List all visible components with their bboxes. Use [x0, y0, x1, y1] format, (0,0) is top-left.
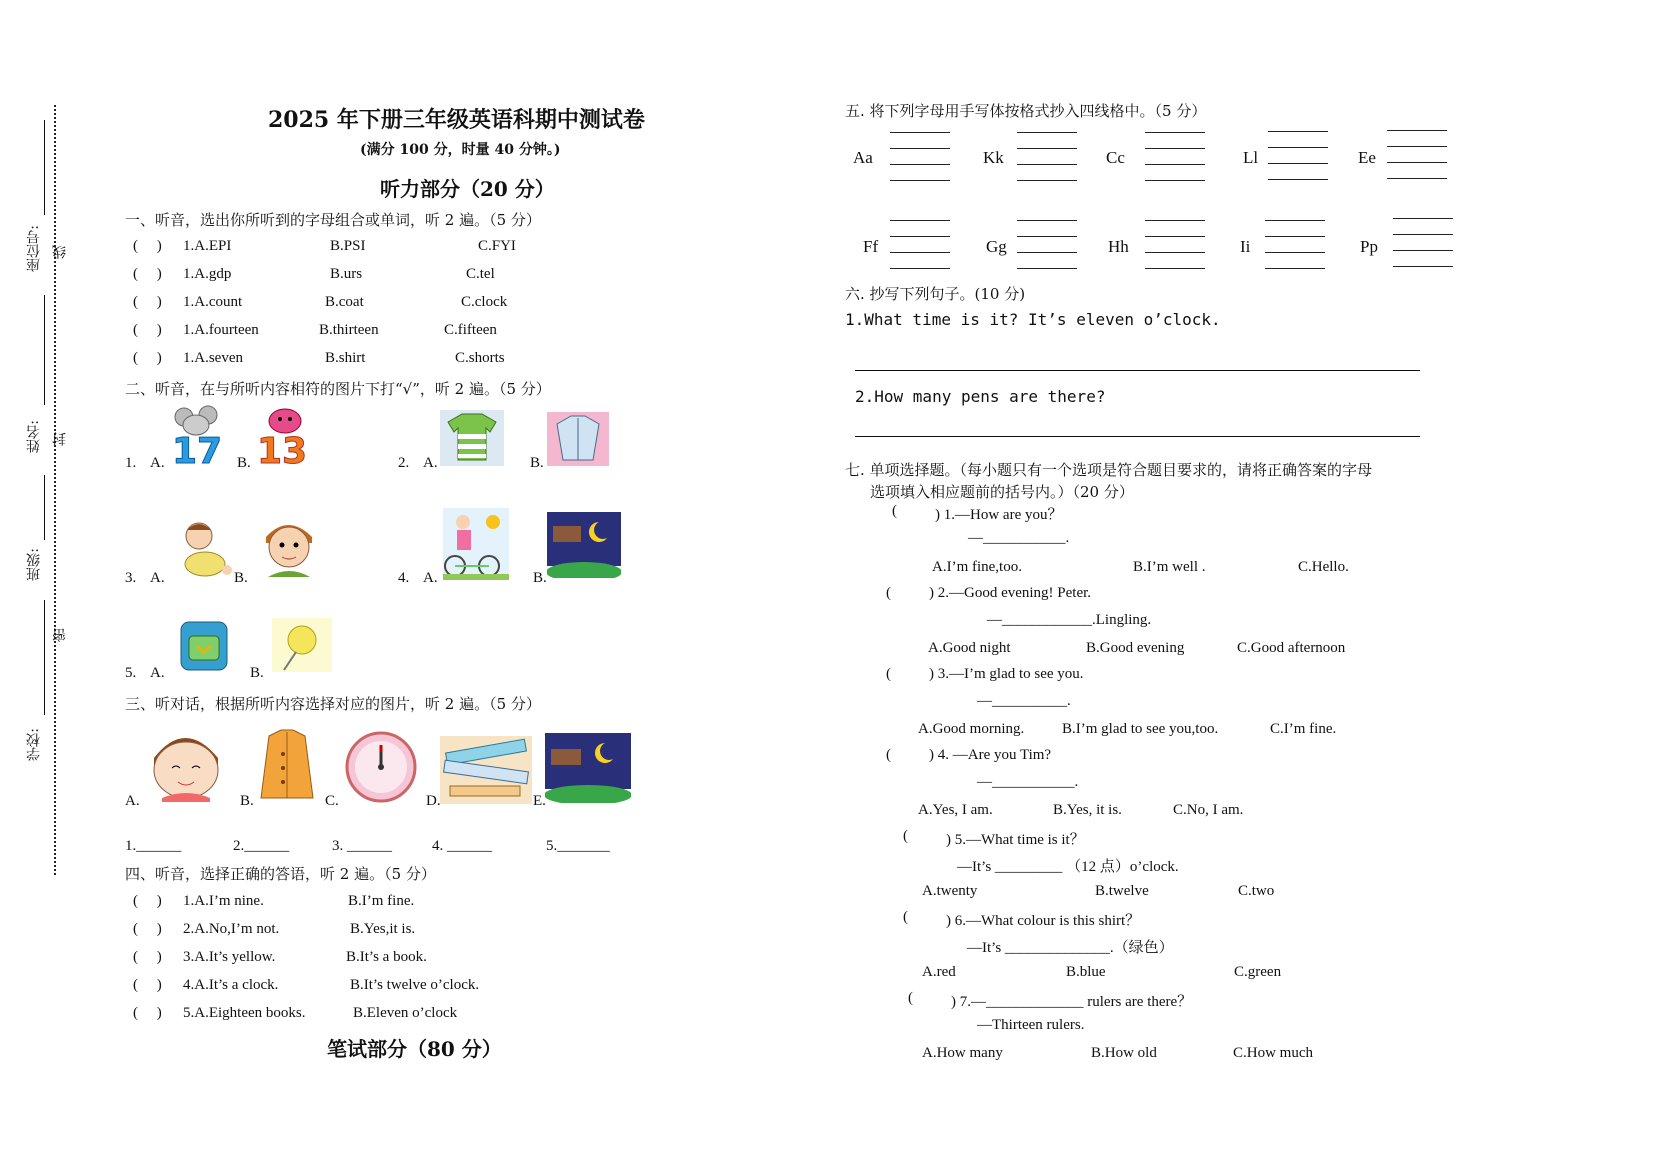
answer-bracket: ( ) [133, 949, 162, 965]
striped-tshirt-picture [440, 410, 504, 466]
letter-ll: Ll [1243, 148, 1259, 167]
response-blank[interactable]: —__________. [977, 693, 1071, 709]
s2-q1-b: B. [237, 455, 251, 471]
option-a: 1.A.EPI [183, 238, 232, 254]
s3-blank-1[interactable]: 1.______ [125, 838, 182, 854]
s2-q4-a: A. [423, 570, 438, 586]
question-text: ) 7.—_____________ rulers are there？ [951, 994, 1193, 1010]
seat-line [44, 120, 45, 215]
school-label: 学校: [26, 728, 42, 761]
lollipop-picture [272, 618, 332, 672]
option-b: B.shirt [325, 350, 366, 366]
option-a: 1.A.count [183, 294, 243, 310]
answer-bracket: ( ) [133, 977, 162, 993]
mouse-17-picture [170, 405, 226, 467]
option-a: 4.A.It’s a clock. [183, 977, 279, 993]
s2-q2-b: B. [530, 455, 544, 471]
question-text: ) 2.—Good evening! Peter. [929, 585, 1092, 601]
option-b: B.I’m glad to see you,too. [1062, 721, 1219, 737]
option-c: C.clock [461, 294, 508, 310]
option-c: C.green [1234, 964, 1282, 980]
option-c: C.FYI [478, 238, 516, 254]
answer-bracket: ( ) [133, 238, 162, 254]
option-a: A.How many [922, 1045, 1003, 1061]
answer-bracket[interactable]: ( [886, 585, 891, 601]
option-a: 2.A.No,I’m not. [183, 921, 280, 937]
school-line [44, 600, 45, 715]
question-text: ) 4. —Are you Tim? [929, 747, 1052, 763]
section-6-heading: 六. 抄写下列句子。(10 分) [845, 285, 1026, 303]
class-line [44, 475, 45, 540]
answer-bracket[interactable]: ( [892, 503, 897, 519]
s2-q2-number: 2. [398, 455, 410, 471]
answer-bracket: ( ) [133, 322, 162, 338]
letter-pp: Pp [1360, 237, 1378, 256]
s2-q5-a: A. [150, 665, 165, 681]
name-line [44, 295, 45, 405]
s2-q1-number: 1. [125, 455, 137, 471]
writing-heading: 笔试部分（80 分） [327, 1037, 502, 1061]
four-line-grid[interactable] [1268, 131, 1328, 179]
s3-letter-e: E. [533, 793, 546, 809]
option-b: B.thirteen [319, 322, 379, 338]
option-b: B.PSI [330, 238, 366, 254]
boy-picture [258, 515, 320, 581]
four-line-grid[interactable] [1387, 130, 1447, 178]
answer-bracket: ( ) [133, 1005, 162, 1021]
option-a: A.red [922, 964, 956, 980]
response-blank[interactable]: —It’s ______________.（绿色） [967, 940, 1174, 956]
option-a: 3.A.It’s yellow. [183, 949, 276, 965]
s2-q3-a: A. [150, 570, 165, 586]
section-5-heading: 五. 将下列字母用手写体按格式抄入四线格中。（5 分） [845, 102, 1207, 120]
s2-q4-number: 4. [398, 570, 410, 586]
rulers-picture [440, 736, 532, 804]
answer-bracket[interactable]: ( [886, 666, 891, 682]
option-a: 5.A.Eighteen books. [183, 1005, 306, 1021]
four-line-grid[interactable] [1017, 220, 1077, 268]
letter-hh: Hh [1108, 237, 1129, 256]
letter-kk: Kk [983, 148, 1004, 167]
response-text: —Thirteen rulers. [977, 1017, 1085, 1033]
class-label: 班级: [26, 548, 42, 581]
option-b: B.urs [330, 266, 363, 282]
four-line-grid[interactable] [1265, 220, 1325, 268]
option-b: B.I’m well . [1133, 559, 1206, 575]
option-b: B.blue [1066, 964, 1106, 980]
answer-bracket: ( ) [133, 294, 162, 310]
schoolbag-picture [173, 616, 235, 674]
s2-q5-b: B. [250, 665, 264, 681]
option-a: 1.A.gdp [183, 266, 232, 282]
letter-ee: Ee [1358, 148, 1376, 167]
s2-q1-a: A. [150, 455, 165, 471]
option-c: C.tel [466, 266, 495, 282]
s2-q2-a: A. [423, 455, 438, 471]
answer-bracket[interactable]: ( [886, 747, 891, 763]
section-4-heading: 四、听音，选择正确的答语，听 2 遍。（5 分） [125, 865, 436, 883]
copy-sentence-1: 1.What time is it? It’s eleven o’clock. [845, 310, 1221, 329]
option-b: B.Yes, it is. [1053, 802, 1122, 818]
page-title: 2025 年下册三年级英语科期中测试卷 [268, 107, 645, 133]
baby-picture [177, 520, 233, 584]
four-line-grid[interactable] [1393, 218, 1453, 266]
letter-cc: Cc [1106, 148, 1125, 167]
response-blank[interactable]: —____________.Lingling. [987, 612, 1152, 628]
s2-q3-b: B. [234, 570, 248, 586]
option-a: A.twenty [922, 883, 978, 899]
s3-blank-4[interactable]: 4. ______ [432, 838, 492, 854]
option-c: C.Good afternoon [1237, 640, 1346, 656]
s3-letter-b: B. [240, 793, 254, 809]
answer-bracket[interactable]: ( [903, 828, 908, 844]
answer-bracket: ( ) [133, 893, 162, 909]
option-b: B.It’s twelve o’clock. [350, 977, 480, 993]
answer-bracket: ( ) [133, 350, 162, 366]
option-c: C.Hello. [1298, 559, 1349, 575]
question-text: ) 1.—How are you？ [935, 507, 1063, 523]
night-sky-picture [545, 733, 631, 803]
s3-blank-2[interactable]: 2.______ [233, 838, 290, 854]
letter-ff: Ff [863, 237, 879, 256]
option-a: A.Good morning. [918, 721, 1025, 737]
name-label: 姓名: [26, 420, 42, 453]
four-line-grid[interactable] [1145, 220, 1205, 268]
answer-bracket[interactable]: ( [908, 990, 913, 1006]
s2-q4-b: B. [533, 570, 547, 586]
binding-dotted-line [54, 105, 56, 875]
four-line-grid[interactable] [890, 220, 950, 268]
copy-line-2[interactable] [855, 436, 1420, 437]
girl-face-picture [140, 722, 230, 802]
binding-feng: 封 [52, 432, 68, 446]
option-b: B.Yes,it is. [350, 921, 416, 937]
section-7-heading-line2: 选项填入相应题前的括号内。）（20 分） [870, 483, 1134, 501]
letter-aa: Aa [853, 148, 873, 167]
option-c: C.I’m fine. [1270, 721, 1337, 737]
option-b: B.How old [1091, 1045, 1157, 1061]
response-blank[interactable]: —___________. [968, 530, 1070, 546]
letter-ii: Ii [1240, 237, 1251, 256]
option-a: A.Good night [928, 640, 1011, 656]
pig-13-picture [255, 405, 315, 467]
binding-xian: 线 [52, 245, 68, 259]
section-2-heading: 二、听音，在与所听内容相符的图片下打“√”，听 2 遍。（5 分） [125, 380, 551, 398]
s2-q3-number: 3. [125, 570, 137, 586]
option-b: B.twelve [1095, 883, 1149, 899]
letter-gg: Gg [986, 237, 1007, 256]
option-c: C.How much [1233, 1045, 1313, 1061]
s3-letter-c: C. [325, 793, 339, 809]
option-b: B.I’m fine. [348, 893, 415, 909]
coat-picture [255, 728, 319, 802]
clock-picture [343, 730, 419, 804]
night-house-picture [547, 512, 621, 578]
copy-sentence-2: 2.How many pens are there? [855, 387, 1106, 406]
s3-letter-d: D. [426, 793, 441, 809]
s3-blank-3[interactable]: 3. ______ [332, 838, 392, 854]
binding-mi: 密 [52, 628, 68, 642]
s3-letter-a: A. [125, 793, 140, 809]
option-c: C.shorts [455, 350, 505, 366]
four-line-grid[interactable] [890, 132, 950, 180]
four-line-grid[interactable] [1145, 132, 1205, 180]
response-blank[interactable]: —It’s _________ （12 点）o’clock. [957, 859, 1179, 875]
option-a: 1.A.I’m nine. [183, 893, 264, 909]
s3-blank-5[interactable]: 5._______ [546, 838, 610, 854]
option-a: 1.A.fourteen [183, 322, 259, 338]
question-text: ) 3.—I’m glad to see you. [929, 666, 1084, 682]
option-a: A.I’m fine,too. [932, 559, 1022, 575]
number-17: 17 [172, 431, 223, 467]
section-1-heading: 一、听音，选出你所听到的字母组合或单词，听 2 遍。（5 分） [125, 211, 541, 229]
response-blank[interactable]: —___________. [977, 774, 1079, 790]
option-b: B.Good evening [1086, 640, 1185, 656]
option-b: B.It’s a book. [346, 949, 427, 965]
answer-bracket[interactable]: ( [903, 909, 908, 925]
option-b: B.Eleven o’clock [353, 1005, 458, 1021]
answer-bracket: ( ) [133, 266, 162, 282]
option-c: C.No, I am. [1173, 802, 1244, 818]
answer-bracket: ( ) [133, 921, 162, 937]
option-c: C.two [1238, 883, 1275, 899]
girl-on-bike-picture [443, 508, 509, 580]
option-b: B.coat [325, 294, 364, 310]
option-a: 1.A.seven [183, 350, 243, 366]
question-text: ) 6.—What colour is this shirt？ [946, 913, 1141, 929]
option-a: A.Yes, I am. [918, 802, 993, 818]
question-text: ) 5.—What time is it？ [946, 832, 1085, 848]
section-7-heading-line1: 七. 单项选择题。（每小题只有一个选项是符合题目要求的，请将正确答案的字母 [845, 461, 1373, 479]
option-c: C.fifteen [444, 322, 497, 338]
s2-q5-number: 5. [125, 665, 137, 681]
seat-label: 座位号: [26, 225, 42, 272]
number-13: 13 [257, 431, 308, 467]
listening-heading: 听力部分（20 分） [380, 177, 555, 201]
copy-line-1[interactable] [855, 370, 1420, 371]
four-line-grid[interactable] [1017, 132, 1077, 180]
page-subtitle: (满分 100 分，时量 40 分钟。) [360, 142, 561, 158]
section-3-heading: 三、听对话，根据所听内容选择对应的图片，听 2 遍。（5 分） [125, 695, 541, 713]
shirt-picture [547, 412, 609, 466]
